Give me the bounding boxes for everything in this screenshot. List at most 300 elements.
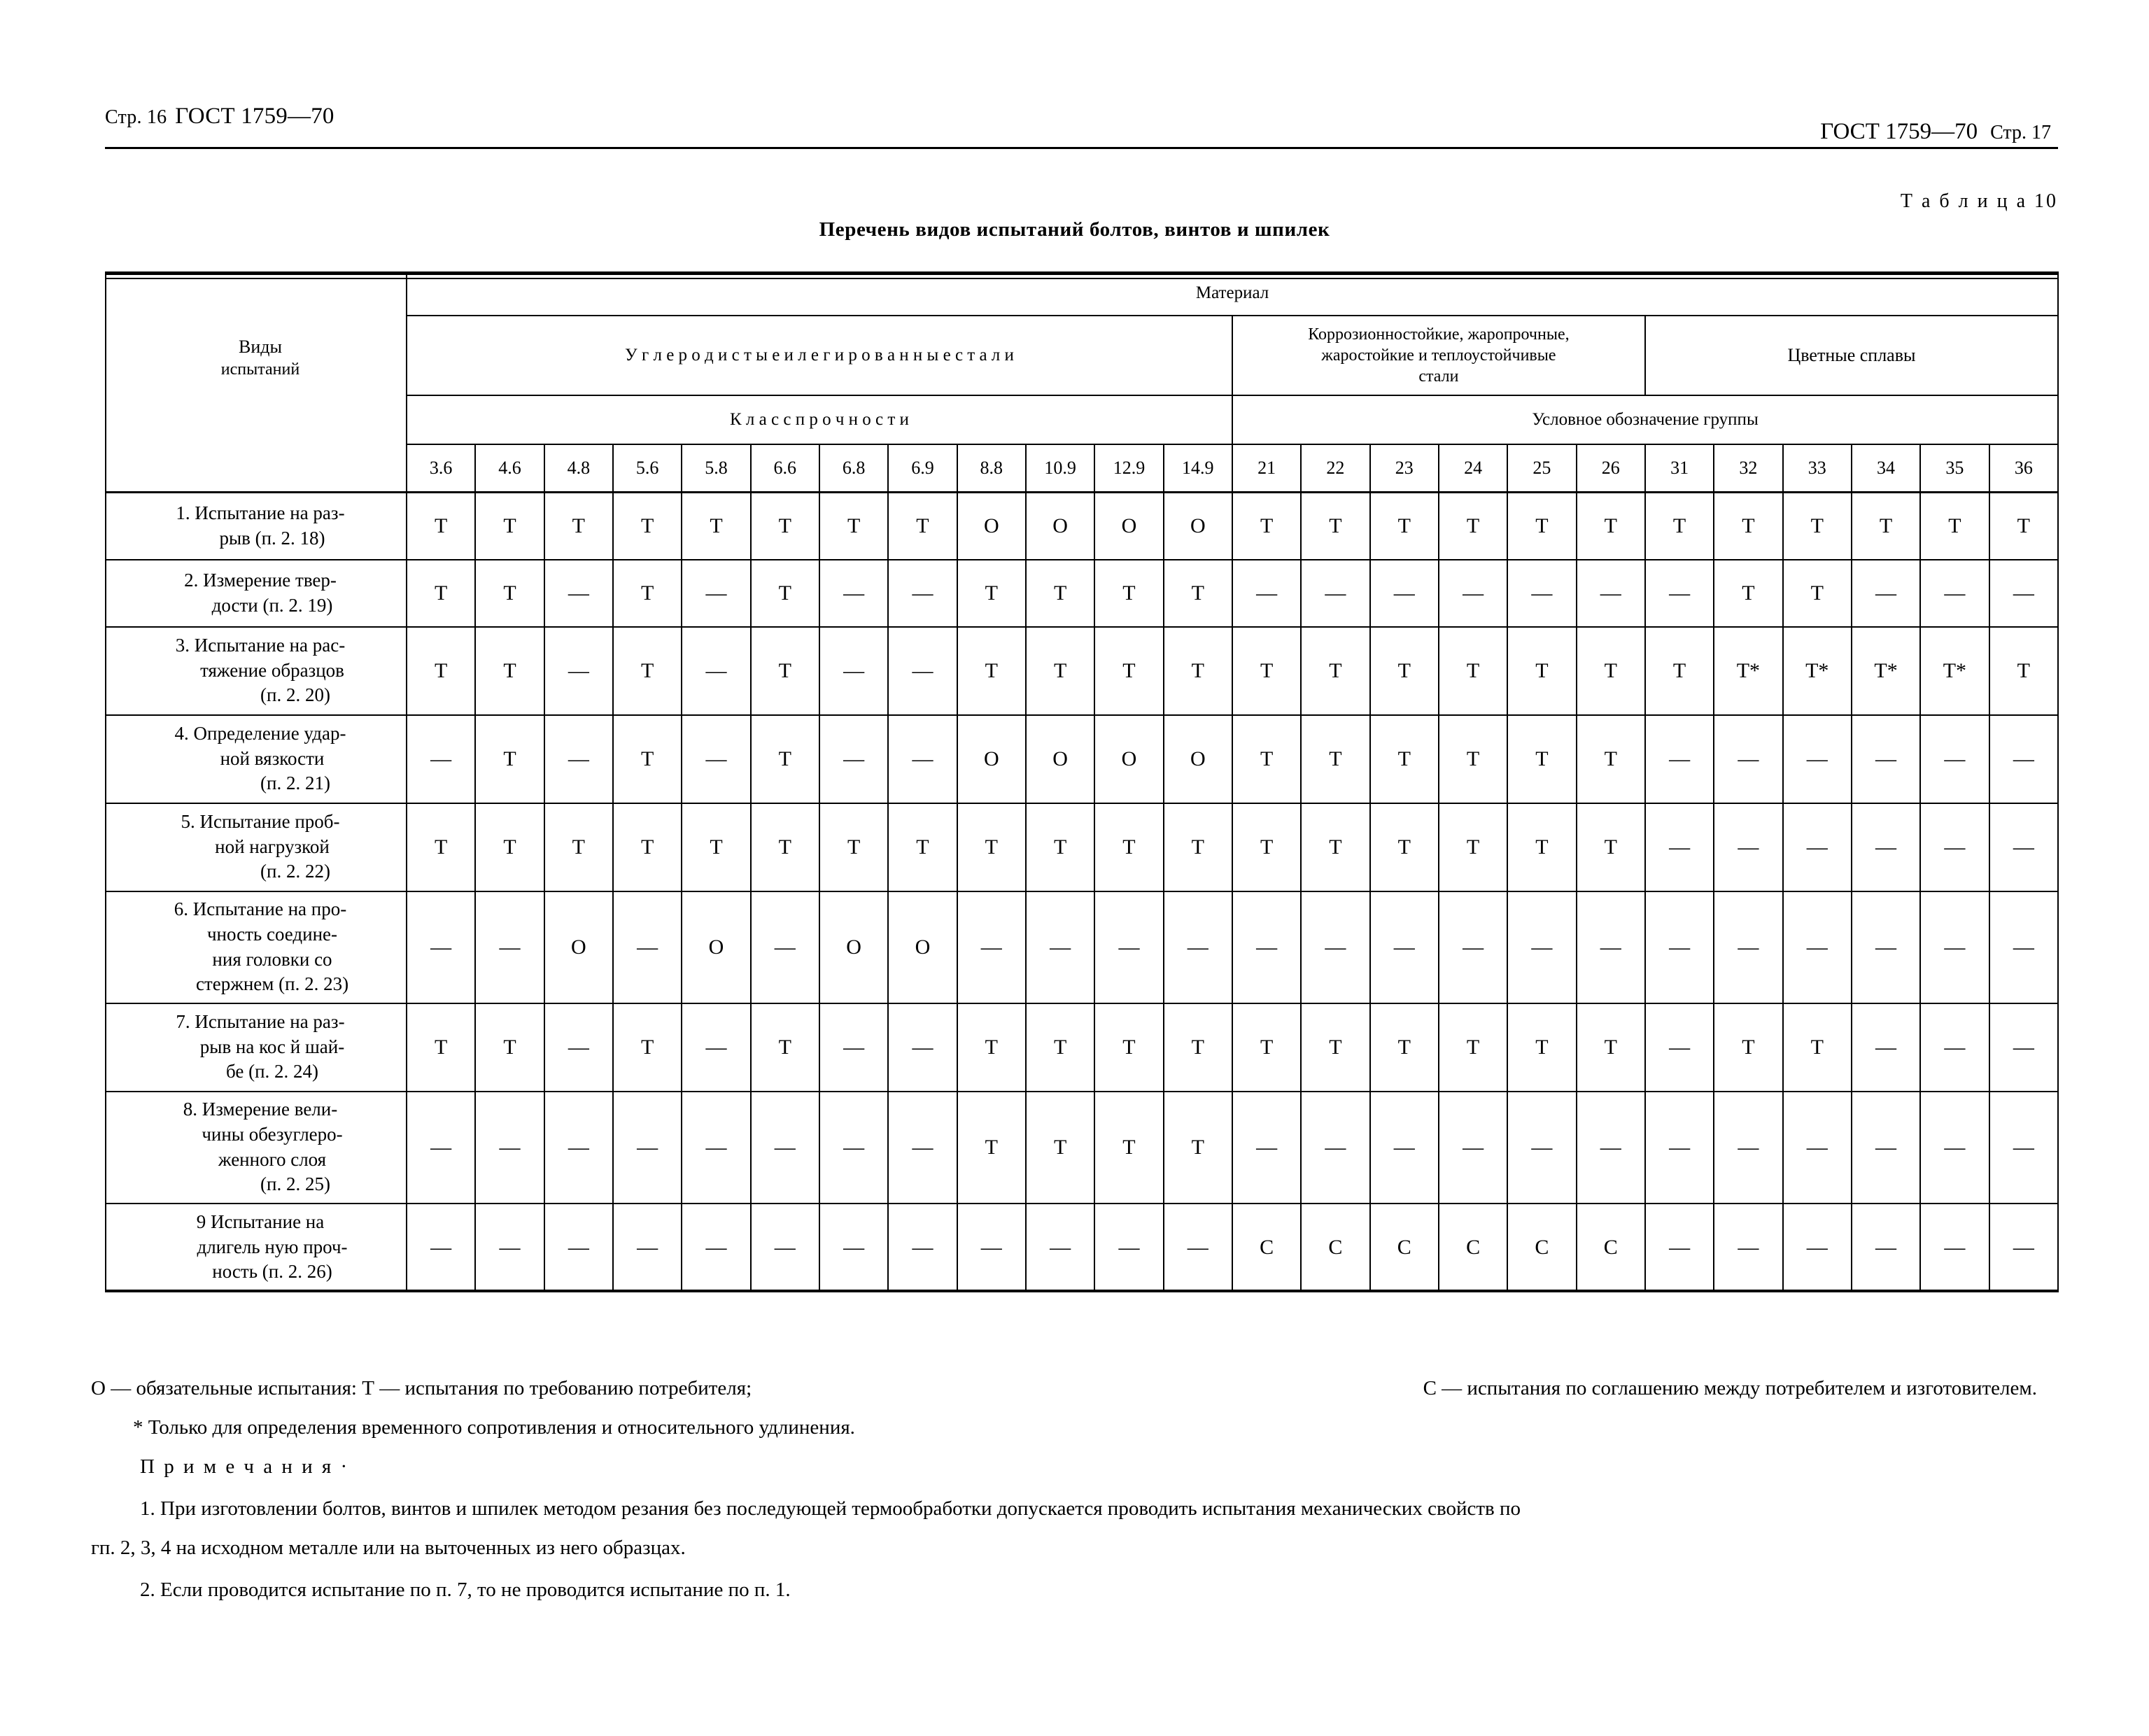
cell-r2-c14.9: Т	[1164, 560, 1232, 627]
standard-label-right: ГОСТ 1759—70	[1820, 119, 1978, 144]
cell-r6-c4.6: —	[475, 891, 544, 1003]
cell-r2-c21: —	[1232, 560, 1301, 627]
row-label-line: 8. Измерение вели-	[183, 1099, 338, 1120]
cell-r6-c3.6: —	[407, 891, 475, 1003]
cell-r9-c26: С	[1577, 1204, 1645, 1292]
cell-r8-c32: —	[1714, 1092, 1782, 1204]
row-label	[106, 891, 407, 1003]
cell-r3-c10.9: Т	[1026, 627, 1094, 715]
cell-r9-c4.8: —	[544, 1204, 613, 1292]
cell-r9-c5.8: —	[682, 1204, 750, 1292]
cell-r5-c33: —	[1783, 803, 1852, 891]
cell-r5-c25: Т	[1507, 803, 1576, 891]
cell-r4-c6.6: Т	[751, 715, 819, 803]
cell-r5-c5.6: Т	[613, 803, 682, 891]
cell-r9-c24: С	[1439, 1204, 1507, 1292]
cell-r9-c12.9: —	[1094, 1204, 1163, 1292]
cell-r3-c6.6: Т	[751, 627, 819, 715]
column-header-31: 31	[1645, 444, 1714, 493]
cell-r3-c21: Т	[1232, 627, 1301, 715]
subheader-group-code: Условное обозначение группы	[1232, 395, 2058, 444]
cell-r6-c22: —	[1301, 891, 1369, 1003]
cell-r5-c21: Т	[1232, 803, 1301, 891]
group-header-carbon-steels: У г л е р о д и с т ы е и л е г и р о в а н н ы е с т а л и	[407, 316, 1232, 395]
cell-r1-c12.9: О	[1094, 493, 1163, 560]
cell-r5-c4.8: Т	[544, 803, 613, 891]
cell-r8-c5.6: —	[613, 1092, 682, 1204]
table-caption: Перечень видов испытаний болтов, винтов и шпилек	[819, 218, 1330, 241]
note-2: 2. Если проводится испытание по п. 7, то не проводится испытание по п. 1.	[140, 1579, 791, 1602]
cell-r4-c5.8: —	[682, 715, 750, 803]
cell-r4-c34: —	[1852, 715, 1920, 803]
row-label-line: ной вязкости	[220, 747, 325, 769]
legend-line	[91, 1373, 2065, 1404]
cell-r9-c31: —	[1645, 1204, 1714, 1292]
column-header-5.8: 5.8	[682, 444, 750, 493]
table-head	[106, 271, 2058, 493]
cell-r3-c25: Т	[1507, 627, 1576, 715]
cell-r8-c21: —	[1232, 1092, 1301, 1204]
row-label-line: стержнем (п. 2. 23)	[195, 973, 349, 995]
cell-r5-c8.8: Т	[957, 803, 1026, 891]
column-header-23: 23	[1370, 444, 1439, 493]
cell-r6-c24: —	[1439, 891, 1507, 1003]
table-top-border-2	[105, 278, 2057, 279]
column-header-tests	[106, 271, 407, 444]
cell-r3-c22: Т	[1301, 627, 1369, 715]
cell-r5-c23: Т	[1370, 803, 1439, 891]
cell-r7-c5.6: Т	[613, 1003, 682, 1092]
cell-r1-c34: Т	[1852, 493, 1920, 560]
cell-r5-c32: —	[1714, 803, 1782, 891]
row-label-line: ной нагрузкой	[215, 835, 330, 857]
cell-r1-c36: Т	[1989, 493, 2059, 560]
group-header-nonferrous-alloys: Цветные сплавы	[1645, 316, 2058, 395]
row-label-line: тяжение образцов	[200, 659, 344, 681]
tests-table-wrapper	[105, 271, 2057, 1292]
cell-r9-c36: —	[1989, 1204, 2059, 1292]
row-label-line: 2. Измерение твер-	[184, 569, 337, 591]
cell-r9-c35: —	[1920, 1204, 1989, 1292]
cell-r9-c3.6: —	[407, 1204, 475, 1292]
cell-r3-c23: Т	[1370, 627, 1439, 715]
note-1-part-2: гп. 2, 3, 4 на исходном металле или на выточенных из него образцах.	[91, 1537, 686, 1560]
cell-r7-c31: —	[1645, 1003, 1714, 1092]
cell-r1-c6.8: Т	[819, 493, 888, 560]
cell-r8-c35: —	[1920, 1092, 1989, 1204]
cell-r3-c12.9: Т	[1094, 627, 1163, 715]
cell-r3-c4.6: Т	[475, 627, 544, 715]
cell-r7-c21: Т	[1232, 1003, 1301, 1092]
cell-r2-c22: —	[1301, 560, 1369, 627]
cell-r4-c10.9: О	[1026, 715, 1094, 803]
cell-r4-c3.6: —	[407, 715, 475, 803]
cell-r7-c4.8: —	[544, 1003, 613, 1092]
cell-r7-c12.9: Т	[1094, 1003, 1163, 1092]
table-row	[106, 803, 2058, 891]
cell-r3-c26: Т	[1577, 627, 1645, 715]
cell-r5-c35: —	[1920, 803, 1989, 891]
cell-r6-c33: —	[1783, 891, 1852, 1003]
cell-r2-c4.8: —	[544, 560, 613, 627]
note-1-part-1: 1. При изготовлении болтов, винтов и шпилек методом резания без последующей термообработки допускается проводить испытания механических свойств по	[140, 1497, 1521, 1520]
cell-r4-c21: Т	[1232, 715, 1301, 803]
cell-r7-c23: Т	[1370, 1003, 1439, 1092]
group-header-corrosion-line1: Коррозионностойкие, жаропрочные,	[1308, 325, 1570, 344]
cell-r3-c33: Т*	[1783, 627, 1852, 715]
cell-r8-c25: —	[1507, 1092, 1576, 1204]
cell-r7-c36: —	[1989, 1003, 2059, 1092]
cell-r7-c14.9: Т	[1164, 1003, 1232, 1092]
cell-r1-c33: Т	[1783, 493, 1852, 560]
row-label-line: (п. 2. 22)	[260, 861, 330, 882]
cell-r6-c31: —	[1645, 891, 1714, 1003]
cell-r4-c23: Т	[1370, 715, 1439, 803]
cell-r4-c6.9: —	[888, 715, 957, 803]
row-label-line: (п. 2. 21)	[260, 772, 330, 794]
cell-r5-c14.9: Т	[1164, 803, 1232, 891]
cell-r2-c25: —	[1507, 560, 1576, 627]
column-header-4.8: 4.8	[544, 444, 613, 493]
cell-r8-c22: —	[1301, 1092, 1369, 1204]
column-header-6.9: 6.9	[888, 444, 957, 493]
cell-r2-c35: —	[1920, 560, 1989, 627]
cell-r5-c6.8: Т	[819, 803, 888, 891]
cell-r1-c8.8: О	[957, 493, 1026, 560]
cell-r6-c5.8: О	[682, 891, 750, 1003]
cell-r9-c25: С	[1507, 1204, 1576, 1292]
table-row	[106, 1092, 2058, 1204]
column-header-32: 32	[1714, 444, 1782, 493]
column-header-6.8: 6.8	[819, 444, 888, 493]
cell-r1-c14.9: О	[1164, 493, 1232, 560]
table-row	[106, 1204, 2058, 1292]
cell-r7-c6.8: —	[819, 1003, 888, 1092]
cell-r2-c5.8: —	[682, 560, 750, 627]
cell-r8-c8.8: Т	[957, 1092, 1026, 1204]
cell-r5-c34: —	[1852, 803, 1920, 891]
row-label	[106, 1204, 407, 1292]
cell-r8-c6.6: —	[751, 1092, 819, 1204]
cell-r5-c3.6: Т	[407, 803, 475, 891]
cell-r1-c10.9: О	[1026, 493, 1094, 560]
cell-r3-c36: Т	[1989, 627, 2059, 715]
cell-r8-c6.8: —	[819, 1092, 888, 1204]
cell-r1-c25: Т	[1507, 493, 1576, 560]
row-label-line: 6. Испытание на про-	[174, 898, 347, 920]
column-header-6.6: 6.6	[751, 444, 819, 493]
cell-r6-c25: —	[1507, 891, 1576, 1003]
table-bottom-border	[105, 1290, 2057, 1292]
cell-r2-c3.6: Т	[407, 560, 475, 627]
cell-r3-c24: Т	[1439, 627, 1507, 715]
cell-r1-c24: Т	[1439, 493, 1507, 560]
cell-r5-c31: —	[1645, 803, 1714, 891]
header-right	[1820, 119, 2051, 145]
cell-r2-c12.9: Т	[1094, 560, 1163, 627]
cell-r7-c34: —	[1852, 1003, 1920, 1092]
row-label-line: 1. Испытание на раз-	[176, 502, 345, 524]
cell-r4-c12.9: О	[1094, 715, 1163, 803]
cell-r9-c6.9: —	[888, 1204, 957, 1292]
cell-r2-c6.9: —	[888, 560, 957, 627]
column-header-34: 34	[1852, 444, 1920, 493]
row-label	[106, 803, 407, 891]
row-label	[106, 715, 407, 803]
subheader-strength-class: К л а с с п р о ч н о с т и	[407, 395, 1232, 444]
cell-r4-c22: Т	[1301, 715, 1369, 803]
cell-r8-c34: —	[1852, 1092, 1920, 1204]
cell-r9-c21: С	[1232, 1204, 1301, 1292]
cell-r2-c6.6: Т	[751, 560, 819, 627]
cell-r2-c34: —	[1852, 560, 1920, 627]
cell-r6-c8.8: —	[957, 891, 1026, 1003]
cell-r2-c31: —	[1645, 560, 1714, 627]
cell-r3-c8.8: Т	[957, 627, 1026, 715]
header-left	[105, 104, 334, 129]
cell-r2-c23: —	[1370, 560, 1439, 627]
row-label-line: (п. 2. 20)	[260, 684, 330, 706]
cell-r3-c6.8: —	[819, 627, 888, 715]
cell-r4-c5.6: Т	[613, 715, 682, 803]
column-header-25: 25	[1507, 444, 1576, 493]
cell-r3-c5.6: Т	[613, 627, 682, 715]
cell-r6-c5.6: —	[613, 891, 682, 1003]
cell-r9-c32: —	[1714, 1204, 1782, 1292]
cell-r5-c5.8: Т	[682, 803, 750, 891]
tests-table	[105, 271, 2059, 1292]
row-label-line: дости (п. 2. 19)	[211, 594, 333, 616]
cell-r4-c24: Т	[1439, 715, 1507, 803]
table-number: Т а б л и ц а 10	[1900, 190, 2058, 212]
column-header-24: 24	[1439, 444, 1507, 493]
cell-r9-c6.6: —	[751, 1204, 819, 1292]
cell-r7-c33: Т	[1783, 1003, 1852, 1092]
cell-r6-c4.8: О	[544, 891, 613, 1003]
row-label	[106, 493, 407, 560]
cell-r6-c21: —	[1232, 891, 1301, 1003]
cell-r8-c33: —	[1783, 1092, 1852, 1204]
column-header-spacer	[106, 444, 407, 493]
cell-r8-c12.9: Т	[1094, 1092, 1163, 1204]
header-rule	[105, 147, 2058, 149]
column-header-21: 21	[1232, 444, 1301, 493]
cell-r9-c33: —	[1783, 1204, 1852, 1292]
table-body	[106, 493, 2058, 1292]
column-header-tests-line1: Виды	[239, 336, 282, 357]
cell-r7-c5.8: —	[682, 1003, 750, 1092]
cell-r4-c14.9: О	[1164, 715, 1232, 803]
cell-r2-c5.6: Т	[613, 560, 682, 627]
page-label-right: Стр. 17	[1990, 122, 2051, 143]
cell-r5-c6.9: Т	[888, 803, 957, 891]
row-label-line: ния головки со	[212, 948, 332, 970]
cell-r1-c21: Т	[1232, 493, 1301, 560]
column-header-35: 35	[1920, 444, 1989, 493]
cell-r4-c33: —	[1783, 715, 1852, 803]
notes-title: П р и м е ч а н и я ·	[140, 1455, 350, 1479]
cell-r3-c35: Т*	[1920, 627, 1989, 715]
legend-agreement: С — испытания по соглашению между потребителем и изготовителем.	[1423, 1377, 2037, 1399]
cell-r3-c14.9: Т	[1164, 627, 1232, 715]
cell-r1-c3.6: Т	[407, 493, 475, 560]
column-header-36: 36	[1989, 444, 2059, 493]
cell-r9-c10.9: —	[1026, 1204, 1094, 1292]
cell-r1-c35: Т	[1920, 493, 1989, 560]
table-row	[106, 493, 2058, 560]
cell-r4-c36: —	[1989, 715, 2059, 803]
row-label-line: рыв (п. 2. 18)	[219, 527, 325, 549]
cell-r5-c10.9: Т	[1026, 803, 1094, 891]
cell-r2-c8.8: Т	[957, 560, 1026, 627]
cell-r3-c6.9: —	[888, 627, 957, 715]
cell-r8-c3.6: —	[407, 1092, 475, 1204]
cell-r9-c4.6: —	[475, 1204, 544, 1292]
row-label-line: женного слоя	[218, 1148, 327, 1170]
cell-r6-c6.8: О	[819, 891, 888, 1003]
cell-r8-c31: —	[1645, 1092, 1714, 1204]
cell-r5-c26: Т	[1577, 803, 1645, 891]
cell-r6-c6.9: О	[888, 891, 957, 1003]
cell-r1-c32: Т	[1714, 493, 1782, 560]
row-label-line: чность соедине-	[206, 923, 338, 945]
cell-r7-c24: Т	[1439, 1003, 1507, 1092]
cell-r7-c3.6: Т	[407, 1003, 475, 1092]
cell-r9-c14.9: —	[1164, 1204, 1232, 1292]
cell-r3-c3.6: Т	[407, 627, 475, 715]
column-header-tests-line2: испытаний	[220, 360, 300, 379]
cell-r6-c36: —	[1989, 891, 2059, 1003]
cell-r3-c34: Т*	[1852, 627, 1920, 715]
page-label-left: Стр. 16	[105, 106, 167, 128]
cell-r7-c8.8: Т	[957, 1003, 1026, 1092]
group-header-corrosion-line3: стали	[1418, 367, 1459, 386]
cell-r7-c10.9: Т	[1026, 1003, 1094, 1092]
table-row	[106, 891, 2058, 1003]
cell-r6-c34: —	[1852, 891, 1920, 1003]
cell-r9-c22: С	[1301, 1204, 1369, 1292]
cell-r8-c10.9: Т	[1026, 1092, 1094, 1204]
row-label-line: 7. Испытание на раз-	[176, 1011, 345, 1033]
group-header-material: Материал	[407, 271, 2058, 316]
table-row	[106, 627, 2058, 715]
cell-r9-c23: С	[1370, 1204, 1439, 1292]
cell-r4-c35: —	[1920, 715, 1989, 803]
cell-r8-c26: —	[1577, 1092, 1645, 1204]
cell-r9-c5.6: —	[613, 1204, 682, 1292]
cell-r5-c36: —	[1989, 803, 2059, 891]
cell-r3-c4.8: —	[544, 627, 613, 715]
cell-r4-c8.8: О	[957, 715, 1026, 803]
cell-r8-c4.8: —	[544, 1092, 613, 1204]
cell-r8-c5.8: —	[682, 1092, 750, 1204]
cell-r2-c36: —	[1989, 560, 2059, 627]
row-label	[106, 1003, 407, 1092]
cell-r2-c24: —	[1439, 560, 1507, 627]
row-label-line: рыв на кос й шай-	[199, 1036, 345, 1057]
cell-r7-c32: Т	[1714, 1003, 1782, 1092]
cell-r4-c26: Т	[1577, 715, 1645, 803]
cell-r8-c36: —	[1989, 1092, 2059, 1204]
row-label-line: чины обезуглеро-	[202, 1123, 343, 1145]
cell-r6-c23: —	[1370, 891, 1439, 1003]
cell-r5-c4.6: Т	[475, 803, 544, 891]
cell-r7-c25: Т	[1507, 1003, 1576, 1092]
cell-r4-c4.8: —	[544, 715, 613, 803]
cell-r1-c4.6: Т	[475, 493, 544, 560]
cell-r5-c24: Т	[1439, 803, 1507, 891]
cell-r7-c22: Т	[1301, 1003, 1369, 1092]
row-label-line: 3. Испытание на рас-	[175, 635, 346, 656]
notes-block	[91, 1373, 2065, 1614]
cell-r4-c32: —	[1714, 715, 1782, 803]
cell-r3-c32: Т*	[1714, 627, 1782, 715]
cell-r6-c6.6: —	[751, 891, 819, 1003]
cell-r6-c35: —	[1920, 891, 1989, 1003]
cell-r2-c4.6: Т	[475, 560, 544, 627]
table-row	[106, 715, 2058, 803]
cell-r8-c23: —	[1370, 1092, 1439, 1204]
cell-r7-c4.6: Т	[475, 1003, 544, 1092]
cell-r9-c34: —	[1852, 1204, 1920, 1292]
column-header-12.9: 12.9	[1094, 444, 1163, 493]
row-label-line: 4. Определение удар-	[174, 723, 346, 744]
column-header-3.6: 3.6	[407, 444, 475, 493]
cell-r4-c31: —	[1645, 715, 1714, 803]
row-label-line: бе (п. 2. 24)	[225, 1061, 319, 1082]
cell-r1-c26: Т	[1577, 493, 1645, 560]
cell-r3-c31: Т	[1645, 627, 1714, 715]
cell-r6-c32: —	[1714, 891, 1782, 1003]
cell-r1-c5.8: Т	[682, 493, 750, 560]
column-header-26: 26	[1577, 444, 1645, 493]
column-header-22: 22	[1301, 444, 1369, 493]
cell-r8-c14.9: Т	[1164, 1092, 1232, 1204]
cell-r1-c31: Т	[1645, 493, 1714, 560]
row-label-line: 5. Испытание проб-	[181, 811, 340, 833]
group-header-corrosion-resistant	[1232, 316, 1645, 395]
cell-r6-c10.9: —	[1026, 891, 1094, 1003]
cell-r9-c8.8: —	[957, 1204, 1026, 1292]
cell-r8-c6.9: —	[888, 1092, 957, 1204]
cell-r8-c24: —	[1439, 1092, 1507, 1204]
cell-r4-c4.6: Т	[475, 715, 544, 803]
cell-r6-c14.9: —	[1164, 891, 1232, 1003]
cell-r7-c35: —	[1920, 1003, 1989, 1092]
cell-r1-c23: Т	[1370, 493, 1439, 560]
cell-r4-c25: Т	[1507, 715, 1576, 803]
cell-r5-c12.9: Т	[1094, 803, 1163, 891]
cell-r2-c32: Т	[1714, 560, 1782, 627]
cell-r1-c6.6: Т	[751, 493, 819, 560]
row-label-line: 9 Испытание на	[196, 1211, 325, 1233]
table-top-border	[105, 271, 2057, 275]
cell-r1-c4.8: Т	[544, 493, 613, 560]
cell-r4-c6.8: —	[819, 715, 888, 803]
cell-r7-c26: Т	[1577, 1003, 1645, 1092]
row-label	[106, 627, 407, 715]
column-header-8.8: 8.8	[957, 444, 1026, 493]
table-row	[106, 560, 2058, 627]
column-header-33: 33	[1783, 444, 1852, 493]
group-header-corrosion-line2: жаростойкие и теплоустойчивые	[1321, 346, 1556, 365]
footnote-line: * Только для определения временного сопротивления и относительного удлинения.	[133, 1416, 855, 1439]
table-row	[106, 1003, 2058, 1092]
cell-r8-c4.6: —	[475, 1092, 544, 1204]
column-header-5.6: 5.6	[613, 444, 682, 493]
cell-r2-c6.8: —	[819, 560, 888, 627]
table-header-row-columns	[106, 444, 2058, 493]
